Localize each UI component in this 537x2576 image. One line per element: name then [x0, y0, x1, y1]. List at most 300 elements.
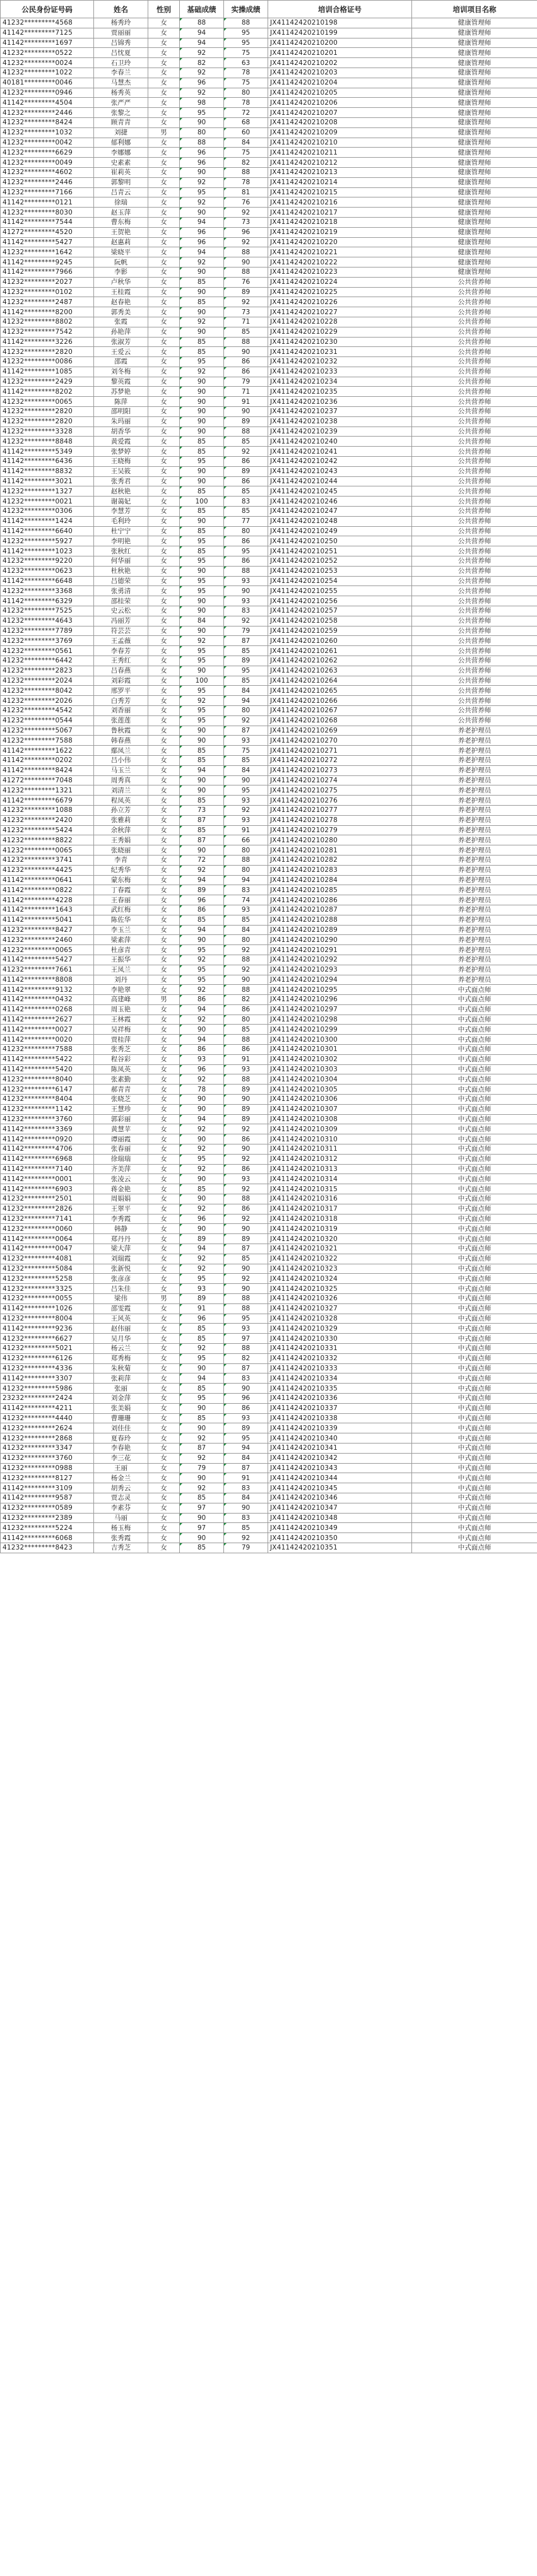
project-cell[interactable]: 养老护理员 — [412, 746, 537, 756]
id-cell[interactable]: 41142*********2627 — [1, 1015, 94, 1025]
name-cell[interactable]: 刘冬梅 — [94, 367, 148, 377]
name-cell[interactable]: 郭黎明 — [94, 177, 148, 187]
project-cell[interactable]: 中式面点师 — [412, 995, 537, 1005]
basic-score-cell[interactable]: 92 — [180, 1453, 224, 1463]
name-cell[interactable]: 石卫玲 — [94, 58, 148, 68]
practical-score-cell[interactable]: 95 — [224, 1433, 268, 1444]
cert-no-cell[interactable]: JX41142420210270 — [268, 736, 412, 746]
project-cell[interactable]: 公共营养师 — [412, 416, 537, 426]
cert-no-cell[interactable]: JX41142420210267 — [268, 705, 412, 715]
gender-cell[interactable]: 女 — [148, 1174, 180, 1184]
project-cell[interactable]: 公共营养师 — [412, 646, 537, 656]
basic-score-cell[interactable]: 90 — [180, 307, 224, 317]
cert-no-cell[interactable]: JX41142420210311 — [268, 1144, 412, 1155]
id-cell[interactable]: 41142*********4228 — [1, 895, 94, 905]
project-cell[interactable]: 公共营养师 — [412, 297, 537, 307]
practical-score-cell[interactable]: 89 — [224, 466, 268, 476]
gender-cell[interactable]: 女 — [148, 1493, 180, 1503]
practical-score-cell[interactable]: 75 — [224, 148, 268, 158]
cert-no-cell[interactable]: JX41142420210317 — [268, 1204, 412, 1214]
project-cell[interactable]: 中式面点师 — [412, 1214, 537, 1224]
cert-no-cell[interactable]: JX41142420210252 — [268, 556, 412, 567]
project-cell[interactable]: 健康管理师 — [412, 78, 537, 88]
cert-no-cell[interactable]: JX41142420210245 — [268, 486, 412, 497]
id-cell[interactable]: 41142*********8200 — [1, 307, 94, 317]
name-cell[interactable]: 刘清兰 — [94, 785, 148, 796]
project-cell[interactable]: 养老护理员 — [412, 895, 537, 905]
name-cell[interactable]: 王爱云 — [94, 347, 148, 357]
project-cell[interactable]: 中式面点师 — [412, 1483, 537, 1493]
name-cell[interactable]: 李春艳 — [94, 1443, 148, 1453]
gender-cell[interactable]: 女 — [148, 985, 180, 995]
gender-cell[interactable]: 女 — [148, 1533, 180, 1543]
cert-no-cell[interactable]: JX41142420210274 — [268, 775, 412, 785]
cert-no-cell[interactable]: JX41142420210265 — [268, 686, 412, 696]
id-cell[interactable]: 41232*********3760 — [1, 1114, 94, 1124]
id-cell[interactable]: 41232*********0946 — [1, 88, 94, 98]
name-cell[interactable]: 马丽 — [94, 1513, 148, 1523]
project-cell[interactable]: 中式面点师 — [412, 1363, 537, 1373]
practical-score-cell[interactable]: 79 — [224, 377, 268, 387]
basic-score-cell[interactable]: 92 — [180, 367, 224, 377]
id-cell[interactable]: 41232*********1642 — [1, 247, 94, 257]
basic-score-cell[interactable]: 90 — [180, 516, 224, 526]
id-cell[interactable]: 41232*********0021 — [1, 497, 94, 507]
name-cell[interactable]: 王凤兰 — [94, 965, 148, 975]
id-cell[interactable]: 41232*********7166 — [1, 187, 94, 197]
id-cell[interactable]: 41232*********5084 — [1, 1264, 94, 1274]
name-cell[interactable]: 邵明阳 — [94, 407, 148, 417]
cert-no-cell[interactable]: JX41142420210244 — [268, 476, 412, 486]
gender-cell[interactable]: 女 — [148, 955, 180, 965]
id-cell[interactable]: 41232*********2501 — [1, 1194, 94, 1204]
project-cell[interactable]: 中式面点师 — [412, 1134, 537, 1144]
gender-cell[interactable]: 女 — [148, 1224, 180, 1234]
practical-score-cell[interactable]: 90 — [224, 1503, 268, 1513]
project-cell[interactable]: 公共营养师 — [412, 447, 537, 457]
project-cell[interactable]: 中式面点师 — [412, 1503, 537, 1513]
name-cell[interactable]: 曹珊珊 — [94, 1413, 148, 1423]
cert-no-cell[interactable]: JX41142420210315 — [268, 1184, 412, 1194]
cert-no-cell[interactable]: JX41142420210342 — [268, 1453, 412, 1463]
practical-score-cell[interactable]: 63 — [224, 58, 268, 68]
practical-score-cell[interactable]: 88 — [224, 18, 268, 28]
basic-score-cell[interactable]: 87 — [180, 835, 224, 845]
gender-cell[interactable]: 女 — [148, 1503, 180, 1513]
id-cell[interactable]: 41232*********0065 — [1, 945, 94, 955]
gender-cell[interactable]: 女 — [148, 1543, 180, 1553]
gender-cell[interactable]: 女 — [148, 1513, 180, 1523]
practical-score-cell[interactable]: 85 — [224, 327, 268, 337]
project-cell[interactable]: 中式面点师 — [412, 1194, 537, 1204]
id-cell[interactable]: 41142*********5427 — [1, 237, 94, 247]
project-cell[interactable]: 养老护理员 — [412, 935, 537, 945]
cert-no-cell[interactable]: JX41142420210301 — [268, 1045, 412, 1055]
basic-score-cell[interactable]: 85 — [180, 437, 224, 447]
project-cell[interactable]: 中式面点师 — [412, 1254, 537, 1264]
id-cell[interactable]: 41232*********2389 — [1, 1513, 94, 1523]
project-cell[interactable]: 公共营养师 — [412, 367, 537, 377]
project-cell[interactable]: 公共营养师 — [412, 317, 537, 327]
project-cell[interactable]: 公共营养师 — [412, 686, 537, 696]
name-cell[interactable]: 卢秋华 — [94, 277, 148, 287]
cert-no-cell[interactable]: JX41142420210260 — [268, 636, 412, 646]
project-cell[interactable]: 公共营养师 — [412, 676, 537, 686]
practical-score-cell[interactable]: 83 — [224, 606, 268, 616]
practical-score-cell[interactable]: 92 — [224, 945, 268, 955]
basic-score-cell[interactable]: 85 — [180, 297, 224, 307]
project-cell[interactable]: 养老护理员 — [412, 805, 537, 815]
practical-score-cell[interactable]: 85 — [224, 915, 268, 925]
gender-cell[interactable]: 女 — [148, 117, 180, 127]
cert-no-cell[interactable]: JX41142420210343 — [268, 1463, 412, 1473]
name-cell[interactable]: 曹东梅 — [94, 217, 148, 227]
project-cell[interactable]: 健康管理师 — [412, 138, 537, 148]
id-cell[interactable]: 23232*********2424 — [1, 1393, 94, 1403]
id-cell[interactable]: 41232*********0086 — [1, 357, 94, 367]
practical-score-cell[interactable]: 92 — [224, 965, 268, 975]
practical-score-cell[interactable]: 94 — [224, 875, 268, 885]
basic-score-cell[interactable]: 95 — [180, 1353, 224, 1363]
cert-no-cell[interactable]: JX41142420210241 — [268, 447, 412, 457]
project-cell[interactable]: 养老护理员 — [412, 975, 537, 985]
project-cell[interactable]: 养老护理员 — [412, 855, 537, 865]
id-cell[interactable]: 41142*********1424 — [1, 516, 94, 526]
name-cell[interactable]: 朱秋菊 — [94, 1363, 148, 1373]
cert-no-cell[interactable]: JX41142420210211 — [268, 148, 412, 158]
practical-score-cell[interactable]: 89 — [224, 1104, 268, 1114]
id-cell[interactable]: 41142*********1697 — [1, 38, 94, 48]
cert-no-cell[interactable]: JX41142420210224 — [268, 277, 412, 287]
gender-cell[interactable]: 女 — [148, 1463, 180, 1473]
project-cell[interactable]: 公共营养师 — [412, 507, 537, 517]
project-cell[interactable]: 中式面点师 — [412, 1095, 537, 1105]
practical-score-cell[interactable]: 92 — [224, 297, 268, 307]
name-cell[interactable]: 邵霞 — [94, 357, 148, 367]
basic-score-cell[interactable]: 95 — [180, 357, 224, 367]
cert-no-cell[interactable]: JX41142420210242 — [268, 457, 412, 467]
project-cell[interactable]: 养老护理员 — [412, 875, 537, 885]
project-cell[interactable]: 公共营养师 — [412, 586, 537, 596]
practical-score-cell[interactable]: 95 — [224, 666, 268, 676]
practical-score-cell[interactable]: 90 — [224, 975, 268, 985]
basic-score-cell[interactable]: 73 — [180, 805, 224, 815]
project-cell[interactable]: 中式面点师 — [412, 1533, 537, 1543]
basic-score-cell[interactable]: 80 — [180, 127, 224, 138]
gender-cell[interactable]: 女 — [148, 975, 180, 985]
gender-cell[interactable]: 女 — [148, 337, 180, 347]
cert-no-cell[interactable]: JX41142420210246 — [268, 497, 412, 507]
gender-cell[interactable]: 女 — [148, 88, 180, 98]
gender-cell[interactable]: 女 — [148, 566, 180, 576]
id-cell[interactable]: 41142*********0920 — [1, 1134, 94, 1144]
practical-score-cell[interactable]: 80 — [224, 1015, 268, 1025]
name-cell[interactable]: 李娜娜 — [94, 148, 148, 158]
project-cell[interactable]: 养老护理员 — [412, 915, 537, 925]
practical-score-cell[interactable]: 93 — [224, 576, 268, 586]
name-cell[interactable]: 张凌云 — [94, 1174, 148, 1184]
project-cell[interactable]: 健康管理师 — [412, 227, 537, 237]
gender-cell[interactable]: 女 — [148, 18, 180, 28]
id-cell[interactable]: 41232*********8042 — [1, 686, 94, 696]
cert-no-cell[interactable]: JX41142420210240 — [268, 437, 412, 447]
id-cell[interactable]: 41142*********6679 — [1, 796, 94, 806]
practical-score-cell[interactable]: 88 — [224, 955, 268, 965]
basic-score-cell[interactable]: 92 — [180, 1144, 224, 1155]
practical-score-cell[interactable]: 86 — [224, 1403, 268, 1413]
name-cell[interactable]: 程谷彩 — [94, 1054, 148, 1064]
basic-score-cell[interactable]: 93 — [180, 1284, 224, 1294]
project-cell[interactable]: 中式面点师 — [412, 1443, 537, 1453]
gender-cell[interactable]: 女 — [148, 138, 180, 148]
id-cell[interactable]: 41232*********8848 — [1, 437, 94, 447]
practical-score-cell[interactable]: 93 — [224, 1324, 268, 1334]
basic-score-cell[interactable]: 85 — [180, 825, 224, 835]
basic-score-cell[interactable]: 90 — [180, 327, 224, 337]
gender-cell[interactable]: 女 — [148, 426, 180, 437]
practical-score-cell[interactable]: 85 — [224, 507, 268, 517]
name-cell[interactable]: 苏梦艳 — [94, 387, 148, 397]
practical-score-cell[interactable]: 92 — [224, 1533, 268, 1543]
name-cell[interactable]: 韩静 — [94, 1224, 148, 1234]
basic-score-cell[interactable]: 90 — [180, 117, 224, 127]
name-cell[interactable]: 吕德荣 — [94, 576, 148, 586]
cert-no-cell[interactable]: JX41142420210199 — [268, 28, 412, 38]
id-cell[interactable]: 41232*********0522 — [1, 48, 94, 58]
cert-no-cell[interactable]: JX41142420210231 — [268, 347, 412, 357]
gender-cell[interactable]: 女 — [148, 1064, 180, 1074]
cert-no-cell[interactable]: JX41142420210220 — [268, 237, 412, 247]
basic-score-cell[interactable]: 96 — [180, 1214, 224, 1224]
cert-no-cell[interactable]: JX41142420210339 — [268, 1423, 412, 1433]
practical-score-cell[interactable]: 93 — [224, 1413, 268, 1423]
basic-score-cell[interactable]: 92 — [180, 636, 224, 646]
practical-score-cell[interactable]: 90 — [224, 1144, 268, 1155]
cert-no-cell[interactable]: JX41142420210312 — [268, 1154, 412, 1164]
cert-no-cell[interactable]: JX41142420210254 — [268, 576, 412, 586]
basic-score-cell[interactable]: 91 — [180, 1303, 224, 1314]
name-cell[interactable]: 程凤英 — [94, 796, 148, 806]
practical-score-cell[interactable]: 95 — [224, 28, 268, 38]
col-header-gender[interactable]: 性别 — [148, 1, 180, 18]
cert-no-cell[interactable]: JX41142420210351 — [268, 1543, 412, 1553]
basic-score-cell[interactable]: 90 — [180, 377, 224, 387]
gender-cell[interactable]: 女 — [148, 148, 180, 158]
project-cell[interactable]: 公共营养师 — [412, 337, 537, 347]
practical-score-cell[interactable]: 95 — [224, 785, 268, 796]
name-cell[interactable]: 王贺艳 — [94, 227, 148, 237]
name-cell[interactable]: 赵惠莉 — [94, 237, 148, 247]
name-cell[interactable]: 黄慧苹 — [94, 1124, 148, 1134]
basic-score-cell[interactable]: 90 — [180, 1533, 224, 1543]
id-cell[interactable]: 41232*********7141 — [1, 1214, 94, 1224]
cert-no-cell[interactable]: JX41142420210279 — [268, 825, 412, 835]
project-cell[interactable]: 公共营养师 — [412, 596, 537, 606]
practical-score-cell[interactable]: 92 — [224, 208, 268, 218]
project-cell[interactable]: 公共营养师 — [412, 457, 537, 467]
basic-score-cell[interactable]: 95 — [180, 965, 224, 975]
gender-cell[interactable]: 女 — [148, 726, 180, 736]
gender-cell[interactable]: 女 — [148, 1194, 180, 1204]
id-cell[interactable]: 41142*********8808 — [1, 975, 94, 985]
id-cell[interactable]: 41232*********4440 — [1, 1413, 94, 1423]
name-cell[interactable]: 张莉萍 — [94, 1373, 148, 1384]
name-cell[interactable]: 吴月华 — [94, 1334, 148, 1344]
cert-no-cell[interactable]: JX41142420210290 — [268, 935, 412, 945]
practical-score-cell[interactable]: 77 — [224, 516, 268, 526]
cert-no-cell[interactable]: JX41142420210273 — [268, 765, 412, 775]
id-cell[interactable]: 41142*********0064 — [1, 1234, 94, 1244]
project-cell[interactable]: 养老护理员 — [412, 726, 537, 736]
cert-no-cell[interactable]: JX41142420210314 — [268, 1174, 412, 1184]
id-cell[interactable]: 41232*********5258 — [1, 1274, 94, 1284]
id-cell[interactable]: 41232*********5927 — [1, 536, 94, 546]
gender-cell[interactable]: 女 — [148, 1314, 180, 1324]
id-cell[interactable]: 41232*********0102 — [1, 287, 94, 297]
cert-no-cell[interactable]: JX41142420210247 — [268, 507, 412, 517]
basic-score-cell[interactable]: 82 — [180, 58, 224, 68]
gender-cell[interactable]: 女 — [148, 1393, 180, 1403]
id-cell[interactable]: 41232*********7588 — [1, 1045, 94, 1055]
gender-cell[interactable]: 女 — [148, 1403, 180, 1413]
practical-score-cell[interactable]: 85 — [224, 1025, 268, 1035]
name-cell[interactable]: 张素勤 — [94, 1074, 148, 1085]
basic-score-cell[interactable]: 96 — [180, 1314, 224, 1324]
gender-cell[interactable]: 女 — [148, 1184, 180, 1194]
practical-score-cell[interactable]: 82 — [224, 158, 268, 168]
gender-cell[interactable]: 女 — [148, 187, 180, 197]
gender-cell[interactable]: 女 — [148, 915, 180, 925]
practical-score-cell[interactable]: 88 — [224, 1303, 268, 1314]
id-cell[interactable]: 41142*********0047 — [1, 1244, 94, 1254]
practical-score-cell[interactable]: 84 — [224, 1493, 268, 1503]
project-cell[interactable]: 中式面点师 — [412, 1114, 537, 1124]
gender-cell[interactable]: 女 — [148, 387, 180, 397]
gender-cell[interactable]: 女 — [148, 626, 180, 636]
basic-score-cell[interactable]: 96 — [180, 78, 224, 88]
project-cell[interactable]: 中式面点师 — [412, 1085, 537, 1095]
project-cell[interactable]: 公共营养师 — [412, 307, 537, 317]
gender-cell[interactable]: 女 — [148, 556, 180, 567]
basic-score-cell[interactable]: 95 — [180, 187, 224, 197]
practical-score-cell[interactable]: 89 — [224, 1114, 268, 1124]
project-cell[interactable]: 公共营养师 — [412, 666, 537, 676]
practical-score-cell[interactable]: 91 — [224, 397, 268, 407]
name-cell[interactable]: 陈凤英 — [94, 1064, 148, 1074]
col-header-id[interactable]: 公民身份证号码 — [1, 1, 94, 18]
gender-cell[interactable]: 女 — [148, 935, 180, 945]
basic-score-cell[interactable]: 95 — [180, 457, 224, 467]
cert-no-cell[interactable]: JX41142420210307 — [268, 1104, 412, 1114]
project-cell[interactable]: 健康管理师 — [412, 18, 537, 28]
practical-score-cell[interactable]: 84 — [224, 686, 268, 696]
gender-cell[interactable]: 女 — [148, 1244, 180, 1254]
basic-score-cell[interactable]: 97 — [180, 1503, 224, 1513]
name-cell[interactable]: 韩春燕 — [94, 736, 148, 746]
name-cell[interactable]: 张秀霞 — [94, 1533, 148, 1543]
practical-score-cell[interactable]: 76 — [224, 197, 268, 208]
project-cell[interactable]: 中式面点师 — [412, 1264, 537, 1274]
basic-score-cell[interactable]: 90 — [180, 287, 224, 297]
id-cell[interactable]: 41142*********8202 — [1, 387, 94, 397]
id-cell[interactable]: 40181*********0046 — [1, 78, 94, 88]
id-cell[interactable]: 41142*********1643 — [1, 905, 94, 915]
cert-no-cell[interactable]: JX41142420210261 — [268, 646, 412, 656]
basic-score-cell[interactable]: 96 — [180, 158, 224, 168]
basic-score-cell[interactable]: 90 — [180, 1095, 224, 1105]
name-cell[interactable]: 张秋红 — [94, 546, 148, 556]
gender-cell[interactable]: 女 — [148, 676, 180, 686]
project-cell[interactable]: 公共营养师 — [412, 277, 537, 287]
cert-no-cell[interactable]: JX41142420210243 — [268, 466, 412, 476]
practical-score-cell[interactable]: 93 — [224, 796, 268, 806]
project-cell[interactable]: 中式面点师 — [412, 1413, 537, 1423]
id-cell[interactable]: 41142*********0001 — [1, 1174, 94, 1184]
cert-no-cell[interactable]: JX41142420210234 — [268, 377, 412, 387]
name-cell[interactable]: 邢罗平 — [94, 686, 148, 696]
cert-no-cell[interactable]: JX41142420210350 — [268, 1533, 412, 1543]
name-cell[interactable]: 贾志灵 — [94, 1493, 148, 1503]
name-cell[interactable]: 杜彦青 — [94, 945, 148, 955]
project-cell[interactable]: 中式面点师 — [412, 1124, 537, 1134]
practical-score-cell[interactable]: 85 — [224, 437, 268, 447]
cert-no-cell[interactable]: JX41142420210235 — [268, 387, 412, 397]
col-header-name[interactable]: 姓名 — [94, 1, 148, 18]
gender-cell[interactable]: 女 — [148, 765, 180, 775]
basic-score-cell[interactable]: 95 — [180, 1154, 224, 1164]
basic-score-cell[interactable]: 96 — [180, 1064, 224, 1074]
basic-score-cell[interactable]: 89 — [180, 885, 224, 895]
practical-score-cell[interactable]: 80 — [224, 705, 268, 715]
practical-score-cell[interactable]: 93 — [224, 905, 268, 915]
name-cell[interactable]: 李慧芳 — [94, 507, 148, 517]
id-cell[interactable]: 41142*********6648 — [1, 576, 94, 586]
id-cell[interactable]: 41232*********3769 — [1, 636, 94, 646]
basic-score-cell[interactable]: 85 — [180, 277, 224, 287]
name-cell[interactable]: 马玉兰 — [94, 765, 148, 775]
basic-score-cell[interactable]: 95 — [180, 705, 224, 715]
name-cell[interactable]: 蒙东梅 — [94, 875, 148, 885]
id-cell[interactable]: 41272*********4520 — [1, 227, 94, 237]
cert-no-cell[interactable]: JX41142420210299 — [268, 1025, 412, 1035]
basic-score-cell[interactable]: 94 — [180, 217, 224, 227]
id-cell[interactable]: 41142*********8832 — [1, 466, 94, 476]
gender-cell[interactable]: 女 — [148, 1523, 180, 1533]
id-cell[interactable]: 41142*********4706 — [1, 1144, 94, 1155]
name-cell[interactable]: 徐瑞瑞 — [94, 1154, 148, 1164]
basic-score-cell[interactable]: 95 — [180, 536, 224, 546]
id-cell[interactable]: 41142*********0020 — [1, 1035, 94, 1045]
basic-score-cell[interactable]: 89 — [180, 1294, 224, 1304]
name-cell[interactable]: 张霞 — [94, 317, 148, 327]
gender-cell[interactable]: 女 — [148, 796, 180, 806]
practical-score-cell[interactable]: 90 — [224, 775, 268, 785]
basic-score-cell[interactable]: 92 — [180, 1483, 224, 1493]
cert-no-cell[interactable]: JX41142420210205 — [268, 88, 412, 98]
id-cell[interactable]: 41232*********6442 — [1, 656, 94, 666]
basic-score-cell[interactable]: 95 — [180, 715, 224, 726]
cert-no-cell[interactable]: JX41142420210202 — [268, 58, 412, 68]
basic-score-cell[interactable]: 85 — [180, 1493, 224, 1503]
id-cell[interactable]: 41232*********8004 — [1, 1314, 94, 1324]
id-cell[interactable]: 41232*********6147 — [1, 1085, 94, 1095]
id-cell[interactable]: 41232*********1088 — [1, 805, 94, 815]
project-cell[interactable]: 公共营养师 — [412, 636, 537, 646]
basic-score-cell[interactable]: 94 — [180, 28, 224, 38]
gender-cell[interactable]: 女 — [148, 965, 180, 975]
gender-cell[interactable]: 女 — [148, 1483, 180, 1493]
id-cell[interactable]: 41232*********0049 — [1, 158, 94, 168]
